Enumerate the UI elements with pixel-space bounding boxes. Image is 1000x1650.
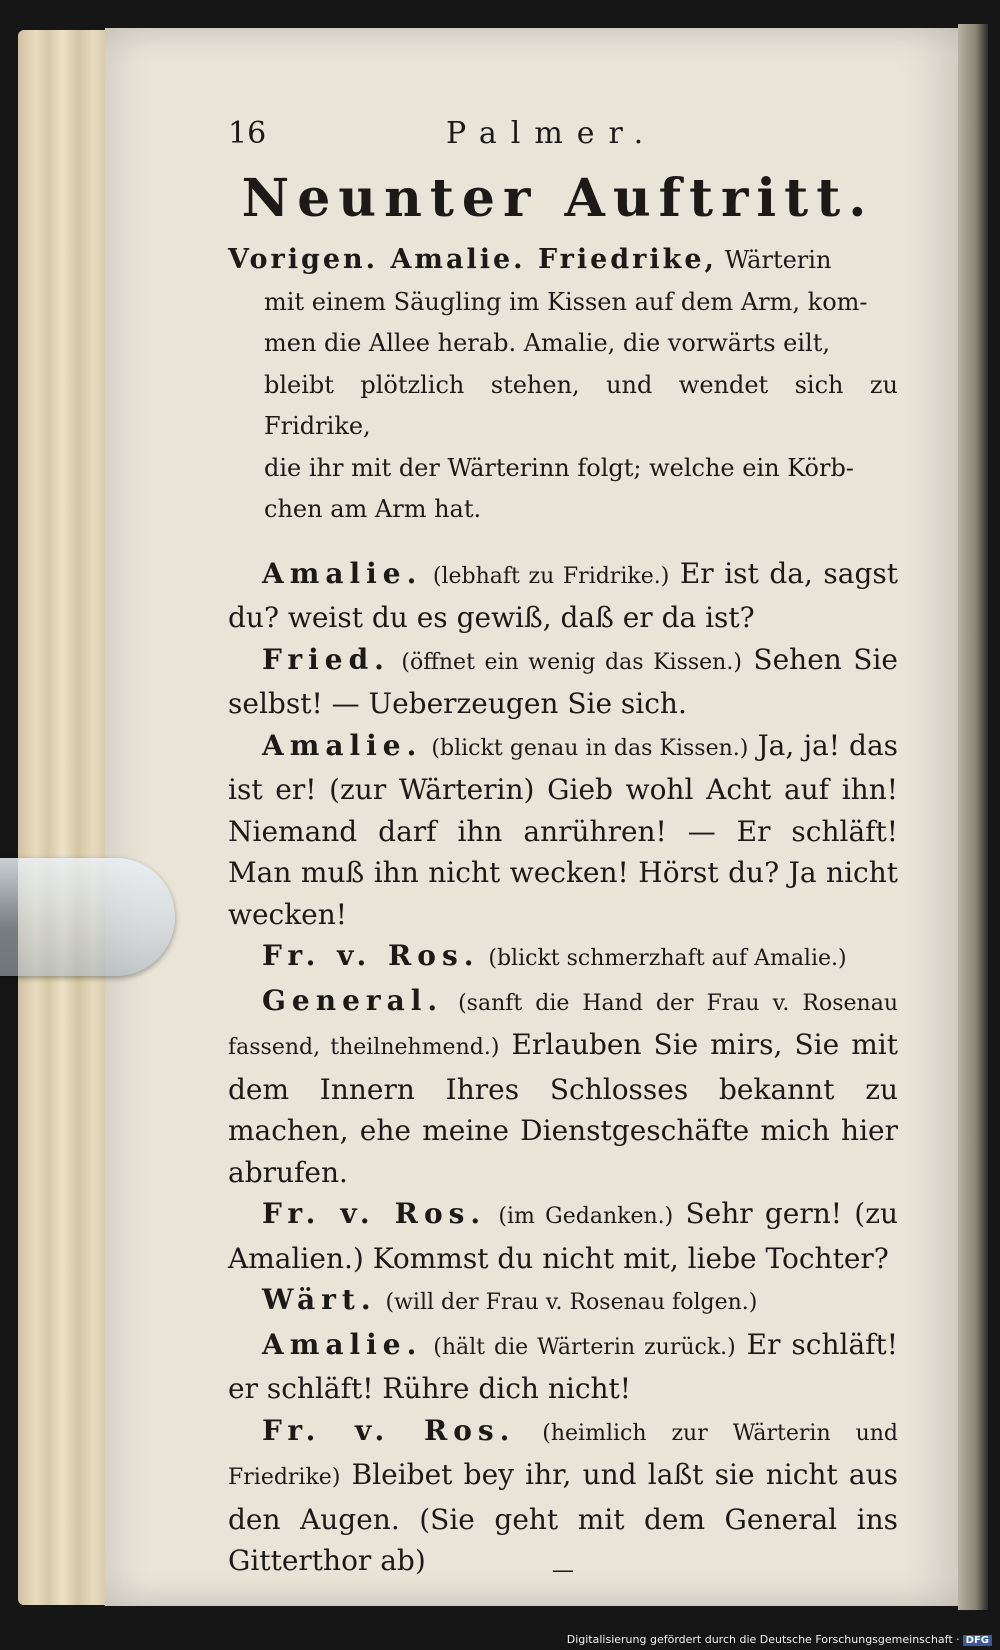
speaker-name: Fr. v. Ros.	[262, 939, 480, 972]
speech	[228, 935, 898, 980]
stage-direction: (will der Frau v. Rosenau folgen.)	[385, 1290, 758, 1315]
stage-direction: (öffnet ein wenig das Kissen.)	[401, 649, 742, 675]
page-text	[228, 110, 898, 1582]
stage-direction: (blickt schmerzhaft auf Amalie.)	[488, 946, 847, 971]
speech-text: Ja, ja! das ist er! (zur Wärterin) Gieb wohl Acht auf ihn! Niemand darf ihn anrühren! — Er schläft! Man muß ihn nicht wecken! Hörst du? Ja nicht wecken!	[228, 728, 899, 931]
intro-line: bleibt plötzlich stehen, und wendet sich zu Fridrike,	[264, 370, 898, 440]
intro-line: Wärterin	[724, 246, 832, 274]
stage-direction: (hält die Wärterin zurück.)	[433, 1334, 736, 1360]
page-number: 16	[228, 116, 267, 151]
scene-title: Neunter Auftritt.	[241, 168, 875, 229]
speaker-name: Amalie.	[262, 728, 423, 762]
speech	[228, 1279, 898, 1324]
intro-line: men die Allee herab. Amalie, die vorwärts eilt,	[264, 329, 831, 357]
speaker-name: Amalie.	[262, 1327, 423, 1361]
speech-text: Er ist da, sagst du? weist du es gewiß, daß er da ist?	[228, 556, 898, 634]
speaker-name: Fr. v. Ros.	[262, 1413, 516, 1447]
speaker-name: Fr. v. Ros.	[262, 1197, 487, 1230]
stage-direction: (im Gedanken.)	[498, 1204, 674, 1229]
dialogue	[228, 553, 898, 1582]
intro-line: chen am Arm hat.	[264, 495, 482, 523]
speech	[228, 1193, 898, 1279]
dfg-logo: DFG	[963, 1635, 992, 1646]
speech-text: Erlauben Sie mirs, Sie mit dem Innern Ihres Schlosses bekannt zu machen, ehe meine Dienstgeschäfte mich hier abrufen.	[228, 1028, 899, 1189]
cast-list: Vorigen. Amalie. Friedrike,	[228, 244, 717, 275]
credit-text: Digitalisierung gefördert durch die Deutsche Forschungsgemeinschaft ·	[566, 1633, 960, 1646]
speech	[228, 553, 898, 639]
speaker-name: General.	[262, 983, 444, 1017]
speech	[228, 980, 898, 1194]
book-page-edges	[18, 30, 118, 1605]
page-header	[228, 110, 898, 160]
speech	[228, 1324, 898, 1410]
speech-text: Sehen Sie selbst! — Ueberzeugen Sie sich.	[228, 642, 899, 720]
running-title: Palmer.	[446, 116, 658, 151]
stage-direction: (blickt genau in das Kissen.)	[431, 735, 749, 761]
catchword: —	[552, 1558, 574, 1583]
speech	[228, 725, 898, 936]
intro-line: die ihr mit der Wärterinn folgt; welche ein Körb-	[264, 453, 854, 482]
page-gutter-shadow	[958, 24, 988, 1610]
speaker-name: Wärt.	[262, 1283, 377, 1316]
speech	[228, 639, 898, 725]
speaker-name: Fried.	[262, 642, 390, 676]
stage-direction: (lebhaft zu Fridrike.)	[432, 563, 670, 589]
stage-direction: (heimlich zur Wärterin und Friedrike)	[228, 1420, 898, 1490]
speech	[228, 1410, 898, 1582]
speaker-name: Amalie.	[262, 556, 423, 590]
digitization-credit	[567, 1633, 992, 1646]
page-clip	[0, 858, 175, 976]
intro-line: mit einem Säugling im Kissen auf dem Arm, kom-	[264, 287, 868, 316]
speech-text: Bleibet bey ihr, und laßt sie nicht aus den Augen. (Sie geht mit dem General ins Gitterthor ab)	[228, 1458, 898, 1577]
speech-text: Sehr gern! (zu Amalien.) Kommst du nicht mit, liebe Tochter?	[228, 1197, 898, 1275]
speech-text: Er schläft! er schläft! Rühre dich nicht!	[228, 1327, 899, 1405]
stage-direction-intro	[228, 239, 898, 531]
stage-direction: (sanft die Hand der Frau v. Rosenau fassend, theilnehmend.)	[228, 990, 898, 1060]
